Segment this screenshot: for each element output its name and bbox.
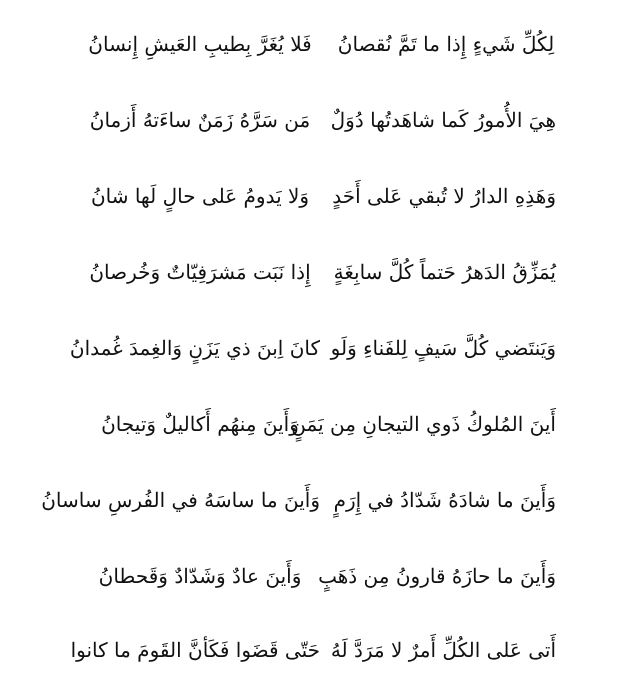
verse-second-hemistich: كانَ اِبنَ ذي يَزَنٍ وَالغِمدَ غُمدانُ bbox=[69, 336, 320, 360]
verse-first-hemistich: أَينَ المُلوكُ ذَوي التيجانِ مِن يَمَنٍ bbox=[291, 412, 556, 436]
verse-row bbox=[0, 328, 624, 368]
verse-row bbox=[0, 630, 624, 670]
verse-row bbox=[0, 252, 624, 292]
verse-first-hemistich: وَأَينَ ما شادَهُ شَدّادُ في إِرَمٍ bbox=[333, 488, 556, 512]
verse-second-hemistich: وَأَينَ عادٌ وَشَدّادٌ وَقَحطانُ bbox=[98, 564, 302, 588]
verse-second-hemistich: حَتّى قَضَوا فَكَأنَّ القَومَ ما كانوا bbox=[70, 638, 320, 662]
verse-first-hemistich: يُمَزِّقُ الدَهرُ حَتماً كُلَّ سابِغَةٍ bbox=[333, 260, 556, 284]
verse-second-hemistich: إِذا نَبَت مَشرَفِيّاتٌ وَخُرصانُ bbox=[89, 260, 311, 284]
verse-second-hemistich: وَلا يَدومُ عَلى حالٍ لَها شانُ bbox=[90, 184, 310, 208]
verse-first-hemistich: هِيَ الأُمورُ كَما شاهَدتُها دُوَلٌ bbox=[330, 108, 556, 132]
verse-first-hemistich: لِكُلِّ شَيءٍ إِذا ما تَمَّ نُقصانُ bbox=[337, 32, 555, 56]
verse-row bbox=[0, 480, 624, 520]
verse-first-hemistich: وَهَذِهِ الدارُ لا تُبقي عَلى أَحَدٍ bbox=[332, 184, 556, 208]
verse-second-hemistich: وَأَينَ مِنهُم أَكاليلٌ وَتيجانُ bbox=[101, 412, 299, 436]
verse-second-hemistich: فَلا يُغَرَّ بِطيبِ العَيشِ إِنسانُ bbox=[88, 32, 312, 56]
verse-row bbox=[0, 404, 624, 444]
verse-row bbox=[0, 24, 624, 64]
verse-first-hemistich: وَأَينَ ما حازَهُ قارونُ مِن ذَهَبٍ bbox=[318, 564, 556, 588]
verse-first-hemistich: أَتى عَلى الكُلِّ أَمرٌ لا مَرَدَّ لَهُ bbox=[330, 638, 556, 662]
verse-second-hemistich: مَن سَرَّهُ زَمَنٌ ساءَتهُ أَزمانُ bbox=[89, 108, 311, 132]
verse-second-hemistich: وَأَينَ ما ساسَهُ في الفُرسِ ساسانُ bbox=[41, 488, 320, 512]
verse-first-hemistich: وَيَنتَضي كُلَّ سَيفٍ لِلفَناءِ وَلَو bbox=[330, 336, 556, 360]
verse-row bbox=[0, 556, 624, 596]
verse-row bbox=[0, 176, 624, 216]
verse-row bbox=[0, 100, 624, 140]
